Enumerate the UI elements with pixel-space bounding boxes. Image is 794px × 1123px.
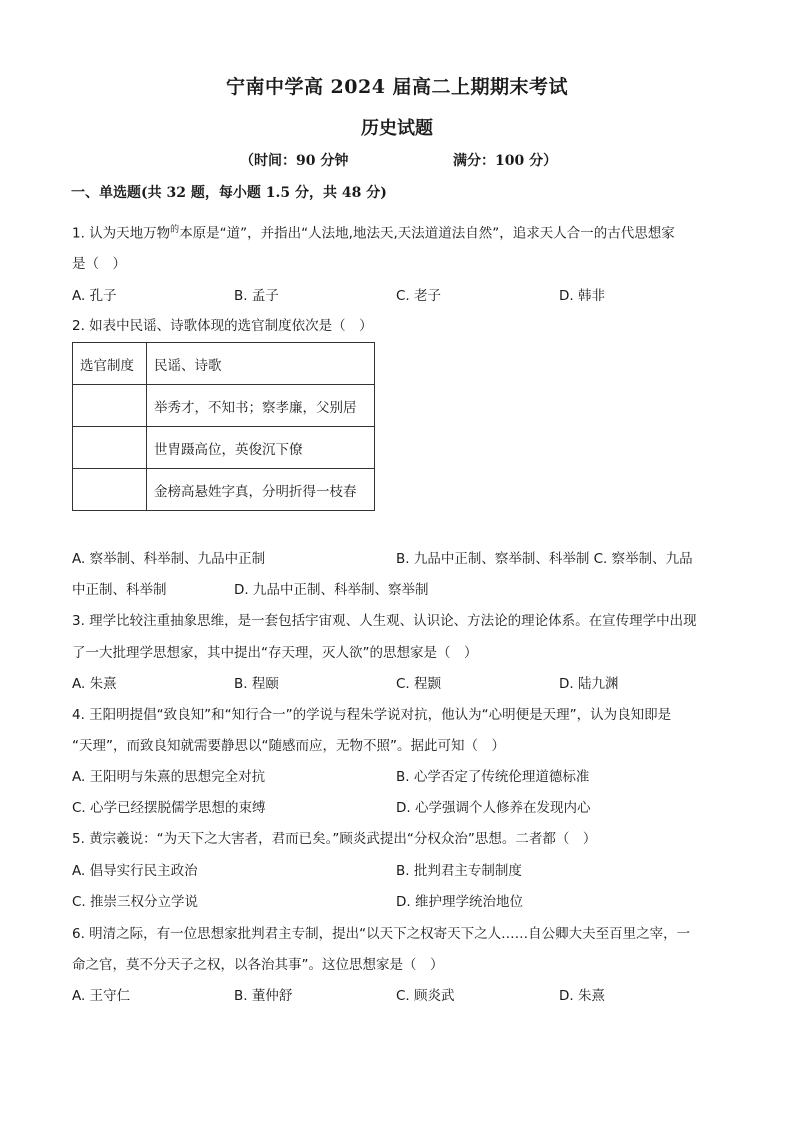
q3-stem-line1: 3. 理学比较注重抽象思维，是一套包括宇宙观、人生观、认识论、方法论的理论体系。在宣传理学中出现 xyxy=(72,613,697,629)
q4-option-b: B. 心学否定了传统伦理道德标准 xyxy=(396,769,590,785)
table-cell xyxy=(73,427,147,469)
exam-time: （时间：90 分钟 xyxy=(240,153,349,169)
q3-option-d: D. 陆九渊 xyxy=(559,676,619,692)
q3-option-c: C. 程颢 xyxy=(396,676,442,692)
q5-option-b: B. 批判君主专制制度 xyxy=(396,863,522,879)
table-cell: 金榜高悬姓字真，分明折得一枝春 xyxy=(147,469,375,511)
table-row xyxy=(73,469,375,511)
table-row xyxy=(73,427,375,469)
q1-stem-line1: 1. 认为天地万物$^的$本原是“道”，并指出“人法地,地法天,天法道道法自然”，追求天人合一的古代思想家 xyxy=(72,225,675,242)
table-cell xyxy=(73,385,147,427)
q2-stem: 2. 如表中民谣、诗歌体现的选官制度依次是（ ） xyxy=(72,318,373,334)
q5-option-c: C. 推崇三权分立学说 xyxy=(72,894,199,910)
q4-option-c: C. 心学已经摆脱儒学思想的束缚 xyxy=(72,800,266,816)
q2-option-d: D. 九品中正制、科举制、察举制 xyxy=(234,582,429,598)
q6-option-a: A. 王守仁 xyxy=(72,988,131,1004)
q2-option-c-continued: 中正制、科举制 xyxy=(72,582,167,598)
q4-option-d: D. 心学强调个人修养在发现内心 xyxy=(396,800,591,816)
exam-title: 宁南中学高 2024 届高二上期期末考试 xyxy=(225,76,569,98)
exam-subtitle: 历史试题 xyxy=(361,118,433,139)
q6-option-b: B. 董仲舒 xyxy=(234,988,293,1004)
q4-stem-line1: 4. 王阳明提倡“致良知”和“知行合一”的学说与程朱学说对抗，他认为“心明便是天理”，认为良知即是 xyxy=(72,707,672,723)
table-row xyxy=(73,343,375,385)
q2-table xyxy=(72,342,375,511)
table-cell: 世胄蹑高位，英俊沉下僚 xyxy=(147,427,375,469)
q5-option-d: D. 维护理学统治地位 xyxy=(396,894,523,910)
q2-option-a: A. 察举制、科举制、九品中正制 xyxy=(72,551,266,567)
q4-option-a: A. 王阳明与朱熹的思想完全对抗 xyxy=(72,769,266,785)
q6-stem-line1: 6. 明清之际，有一位思想家批判君主专制，提出“以天下之权寄天下之人……自公卿大夫至百里之宰，一 xyxy=(72,926,691,942)
q5-option-a: A. 倡导实行民主政治 xyxy=(72,863,198,879)
q1-option-c: C. 老子 xyxy=(396,288,442,304)
table-cell xyxy=(73,469,147,511)
table-row xyxy=(73,385,375,427)
q4-stem-line2: “天理”，而致良知就需要静思以“随感而应，无物不照”。据此可知（ ） xyxy=(72,738,505,754)
table-header-cell: 民谣、诗歌 xyxy=(147,343,375,385)
q3-stem-line2: 了一大批理学思想家，其中提出“存天理，灭人欲”的思想家是（ ） xyxy=(72,645,478,661)
table-header-cell: 选官制度 xyxy=(73,343,147,385)
table-cell: 举秀才，不知书；察孝廉，父别居 xyxy=(147,385,375,427)
q3-option-b: B. 程颐 xyxy=(234,676,279,692)
q6-option-c: C. 顾炎武 xyxy=(396,988,455,1004)
q6-stem-line2: 命之官，莫不分天子之权，以各治其事”。这位思想家是（ ） xyxy=(72,957,444,973)
q1-stem-line2: 是（ ） xyxy=(72,256,126,272)
section-heading: 一、单选题(共 32 题，每小题 1.5 分，共 48 分) xyxy=(71,185,387,201)
exam-score: 满分：100 分） xyxy=(453,153,558,169)
q6-option-d: D. 朱熹 xyxy=(559,988,605,1004)
q1-option-a: A. 孔子 xyxy=(72,288,117,304)
q3-option-a: A. 朱熹 xyxy=(72,676,117,692)
q5-stem: 5. 黄宗羲说：“为天下之大害者，君而已矣。”顾炎武提出“分权众治”思想。二者都（ ） xyxy=(72,831,597,847)
q2-option-bc: B. 九品中正制、察举制、科举制 C. 察举制、九品 xyxy=(396,551,693,567)
q1-option-d: D. 韩非 xyxy=(559,288,605,304)
q1-option-b: B. 孟子 xyxy=(234,288,279,304)
